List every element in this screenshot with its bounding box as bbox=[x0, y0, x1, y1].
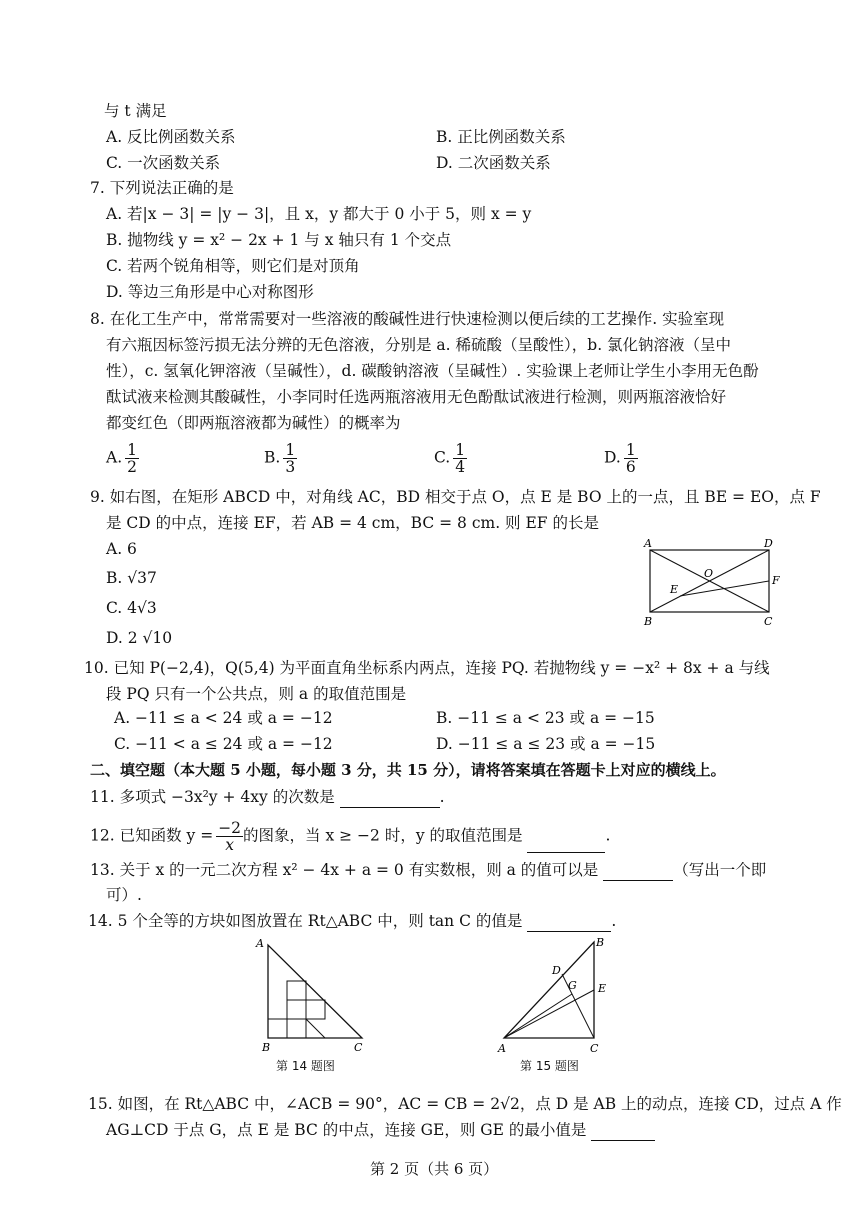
q10-option-c: C. −11 < a ≤ 24 或 a = −12 bbox=[114, 735, 333, 753]
answer-blank[interactable] bbox=[340, 791, 440, 808]
figure-15-caption: 第 15 题图 bbox=[520, 1059, 579, 1073]
q7-option-b: B. 抛物线 y = x² − 2x + 1 与 x 轴只有 1 个交点 bbox=[106, 231, 452, 249]
q9-rectangle-figure bbox=[640, 535, 790, 630]
q11-text: 11. 多项式 −3x²y + 4xy 的次数是 bbox=[90, 788, 335, 806]
q8-line-1: 8. 在化工生产中，常常需要对一些溶液的酸碱性进行快速检测以便后续的工艺操作. 实验室现 bbox=[90, 310, 725, 328]
q9-option-d: D. 2 √10 bbox=[106, 629, 173, 647]
q10-option-a: A. −11 ≤ a < 24 或 a = −12 bbox=[114, 709, 333, 727]
q6-option-a: A. 反比例函数关系 bbox=[106, 128, 236, 146]
answer-blank[interactable] bbox=[527, 836, 605, 853]
label-C: C bbox=[764, 615, 773, 628]
option-label: C. bbox=[434, 448, 451, 467]
q10-line-2: 段 PQ 只有一个公共点，则 a 的取值范围是 bbox=[106, 685, 407, 703]
label-O: O bbox=[704, 567, 714, 580]
q15-line-2 bbox=[106, 1119, 655, 1141]
q9-line-2: 是 CD 的中点，连接 EF，若 AB = 4 cm，BC = 8 cm. 则 EF 的长是 bbox=[106, 514, 599, 532]
label-E: E bbox=[670, 583, 679, 596]
q13-text: 13. 关于 x 的一元二次方程 x² − 4x + a = 0 有实数根，则 a 的值可以是 bbox=[90, 861, 599, 879]
q12 bbox=[90, 820, 610, 853]
q8-line-3: 性），c. 氢氧化钾溶液（呈碱性），d. 碳酸钠溶液（呈碱性）. 实验课上老师让学生小李用无色酚 bbox=[106, 362, 759, 380]
label-C: C bbox=[354, 1041, 363, 1054]
section-2-heading: 二、填空题（本大题 5 小题，每小题 3 分，共 15 分），请将答案填在答题卡上对应的横线上。 bbox=[90, 761, 726, 779]
q11 bbox=[90, 786, 445, 808]
q9-option-a: A. 6 bbox=[106, 540, 137, 558]
q13-line-2: 可）. bbox=[106, 886, 142, 904]
figure-14 bbox=[252, 935, 377, 1060]
q10-option-b: B. −11 ≤ a < 23 或 a = −15 bbox=[436, 709, 655, 727]
answer-blank[interactable] bbox=[591, 1124, 655, 1141]
label-A: A bbox=[644, 537, 652, 550]
q12-post: 的图象，当 x ≥ −2 时，y 的取值范围是 bbox=[243, 826, 523, 845]
q8-option-d bbox=[604, 442, 638, 475]
q15-line-1: 15. 如图，在 Rt△ABC 中，∠ACB = 90°，AC = CB = 2√2，点 D 是 AB 上的动点，连接 CD，过点 A 作 bbox=[88, 1095, 842, 1113]
q7-option-c: C. 若两个锐角相等，则它们是对顶角 bbox=[106, 257, 360, 275]
option-label: B. bbox=[264, 448, 281, 467]
q7-stem: 7. 下列说法正确的是 bbox=[90, 179, 234, 197]
q8-option-a bbox=[106, 442, 139, 475]
q10-option-d: D. −11 ≤ a ≤ 23 或 a = −15 bbox=[436, 735, 656, 753]
q9-option-b: B. √37 bbox=[106, 569, 157, 587]
q9-line-1: 9. 如右图，在矩形 ABCD 中，对角线 AC，BD 相交于点 O，点 E 是 BO 上的一点，且 BE = EO，点 F bbox=[90, 488, 821, 506]
option-label: A. bbox=[106, 448, 123, 467]
fraction: $\frac{1}{4}$ bbox=[455, 441, 466, 476]
q13-text-b: （写出一个即 bbox=[673, 861, 767, 879]
label-G: G bbox=[568, 979, 577, 992]
option-label: D. bbox=[604, 448, 621, 467]
fraction: $\frac{1}{2}$ bbox=[127, 441, 137, 476]
answer-blank[interactable] bbox=[527, 915, 611, 932]
figure-14-caption: 第 14 题图 bbox=[276, 1059, 335, 1073]
q11-end: . bbox=[439, 788, 445, 806]
answer-blank[interactable] bbox=[603, 864, 673, 881]
label-D: D bbox=[552, 964, 561, 977]
q6-option-d: D. 二次函数关系 bbox=[436, 154, 551, 172]
q8-option-c bbox=[434, 442, 467, 475]
label-A: A bbox=[256, 937, 264, 950]
label-B: B bbox=[596, 936, 605, 949]
fraction: $\frac{1}{3}$ bbox=[285, 441, 296, 476]
q14-end: . bbox=[611, 912, 617, 930]
figure-15 bbox=[492, 932, 617, 1057]
q8-option-b bbox=[264, 442, 297, 475]
label-B: B bbox=[644, 615, 653, 628]
q9-option-c: C. 4√3 bbox=[106, 599, 157, 617]
label-F: F bbox=[772, 574, 780, 587]
q13-line-1 bbox=[90, 859, 766, 881]
q12-pre: 12. 已知函数 y = bbox=[90, 826, 214, 845]
q6-option-c: C. 一次函数关系 bbox=[106, 154, 221, 172]
q14-text: 14. 5 个全等的方块如图放置在 Rt△ABC 中，则 tan C 的值是 bbox=[88, 912, 523, 930]
q7-option-a: A. 若|x − 3| = |y − 3|，且 x，y 都大于 0 小于 5，则 x = y bbox=[106, 205, 532, 223]
label-E: E bbox=[598, 982, 607, 995]
q10-line-1: 10. 已知 P(−2,4)，Q(5,4) 为平面直角坐标系内两点，连接 PQ. 若抛物线 y = −x² + 8x + a 与线 bbox=[84, 659, 770, 677]
q8-line-5: 都变红色（即两瓶溶液都为碱性）的概率为 bbox=[106, 414, 401, 432]
q7-option-d: D. 等边三角形是中心对称图形 bbox=[106, 283, 314, 301]
q12-end: . bbox=[605, 826, 611, 845]
label-A: A bbox=[498, 1042, 506, 1055]
label-C: C bbox=[590, 1042, 599, 1055]
fraction: $\frac{-2}{x}$ bbox=[218, 819, 242, 854]
q6-tail: 与 t 满足 bbox=[104, 102, 167, 120]
q14 bbox=[88, 910, 616, 932]
q15-text: AG⊥CD 于点 G，点 E 是 BC 的中点，连接 GE，则 GE 的最小值是 bbox=[106, 1121, 587, 1139]
q8-line-4: 酞试液来检测其酸碱性，小李同时任选两瓶溶液用无色酚酞试液进行检测，则两瓶溶液恰好 bbox=[106, 388, 727, 406]
q6-option-b: B. 正比例函数关系 bbox=[436, 128, 566, 146]
label-D: D bbox=[764, 537, 773, 550]
fraction: $\frac{1}{6}$ bbox=[625, 441, 636, 476]
label-B: B bbox=[262, 1041, 271, 1054]
page-footer: 第 2 页（共 6 页） bbox=[370, 1160, 499, 1178]
q8-line-2: 有六瓶因标签污损无法分辨的无色溶液，分别是 a. 稀硫酸（呈酸性），b. 氯化钠溶液（呈中 bbox=[106, 336, 732, 354]
